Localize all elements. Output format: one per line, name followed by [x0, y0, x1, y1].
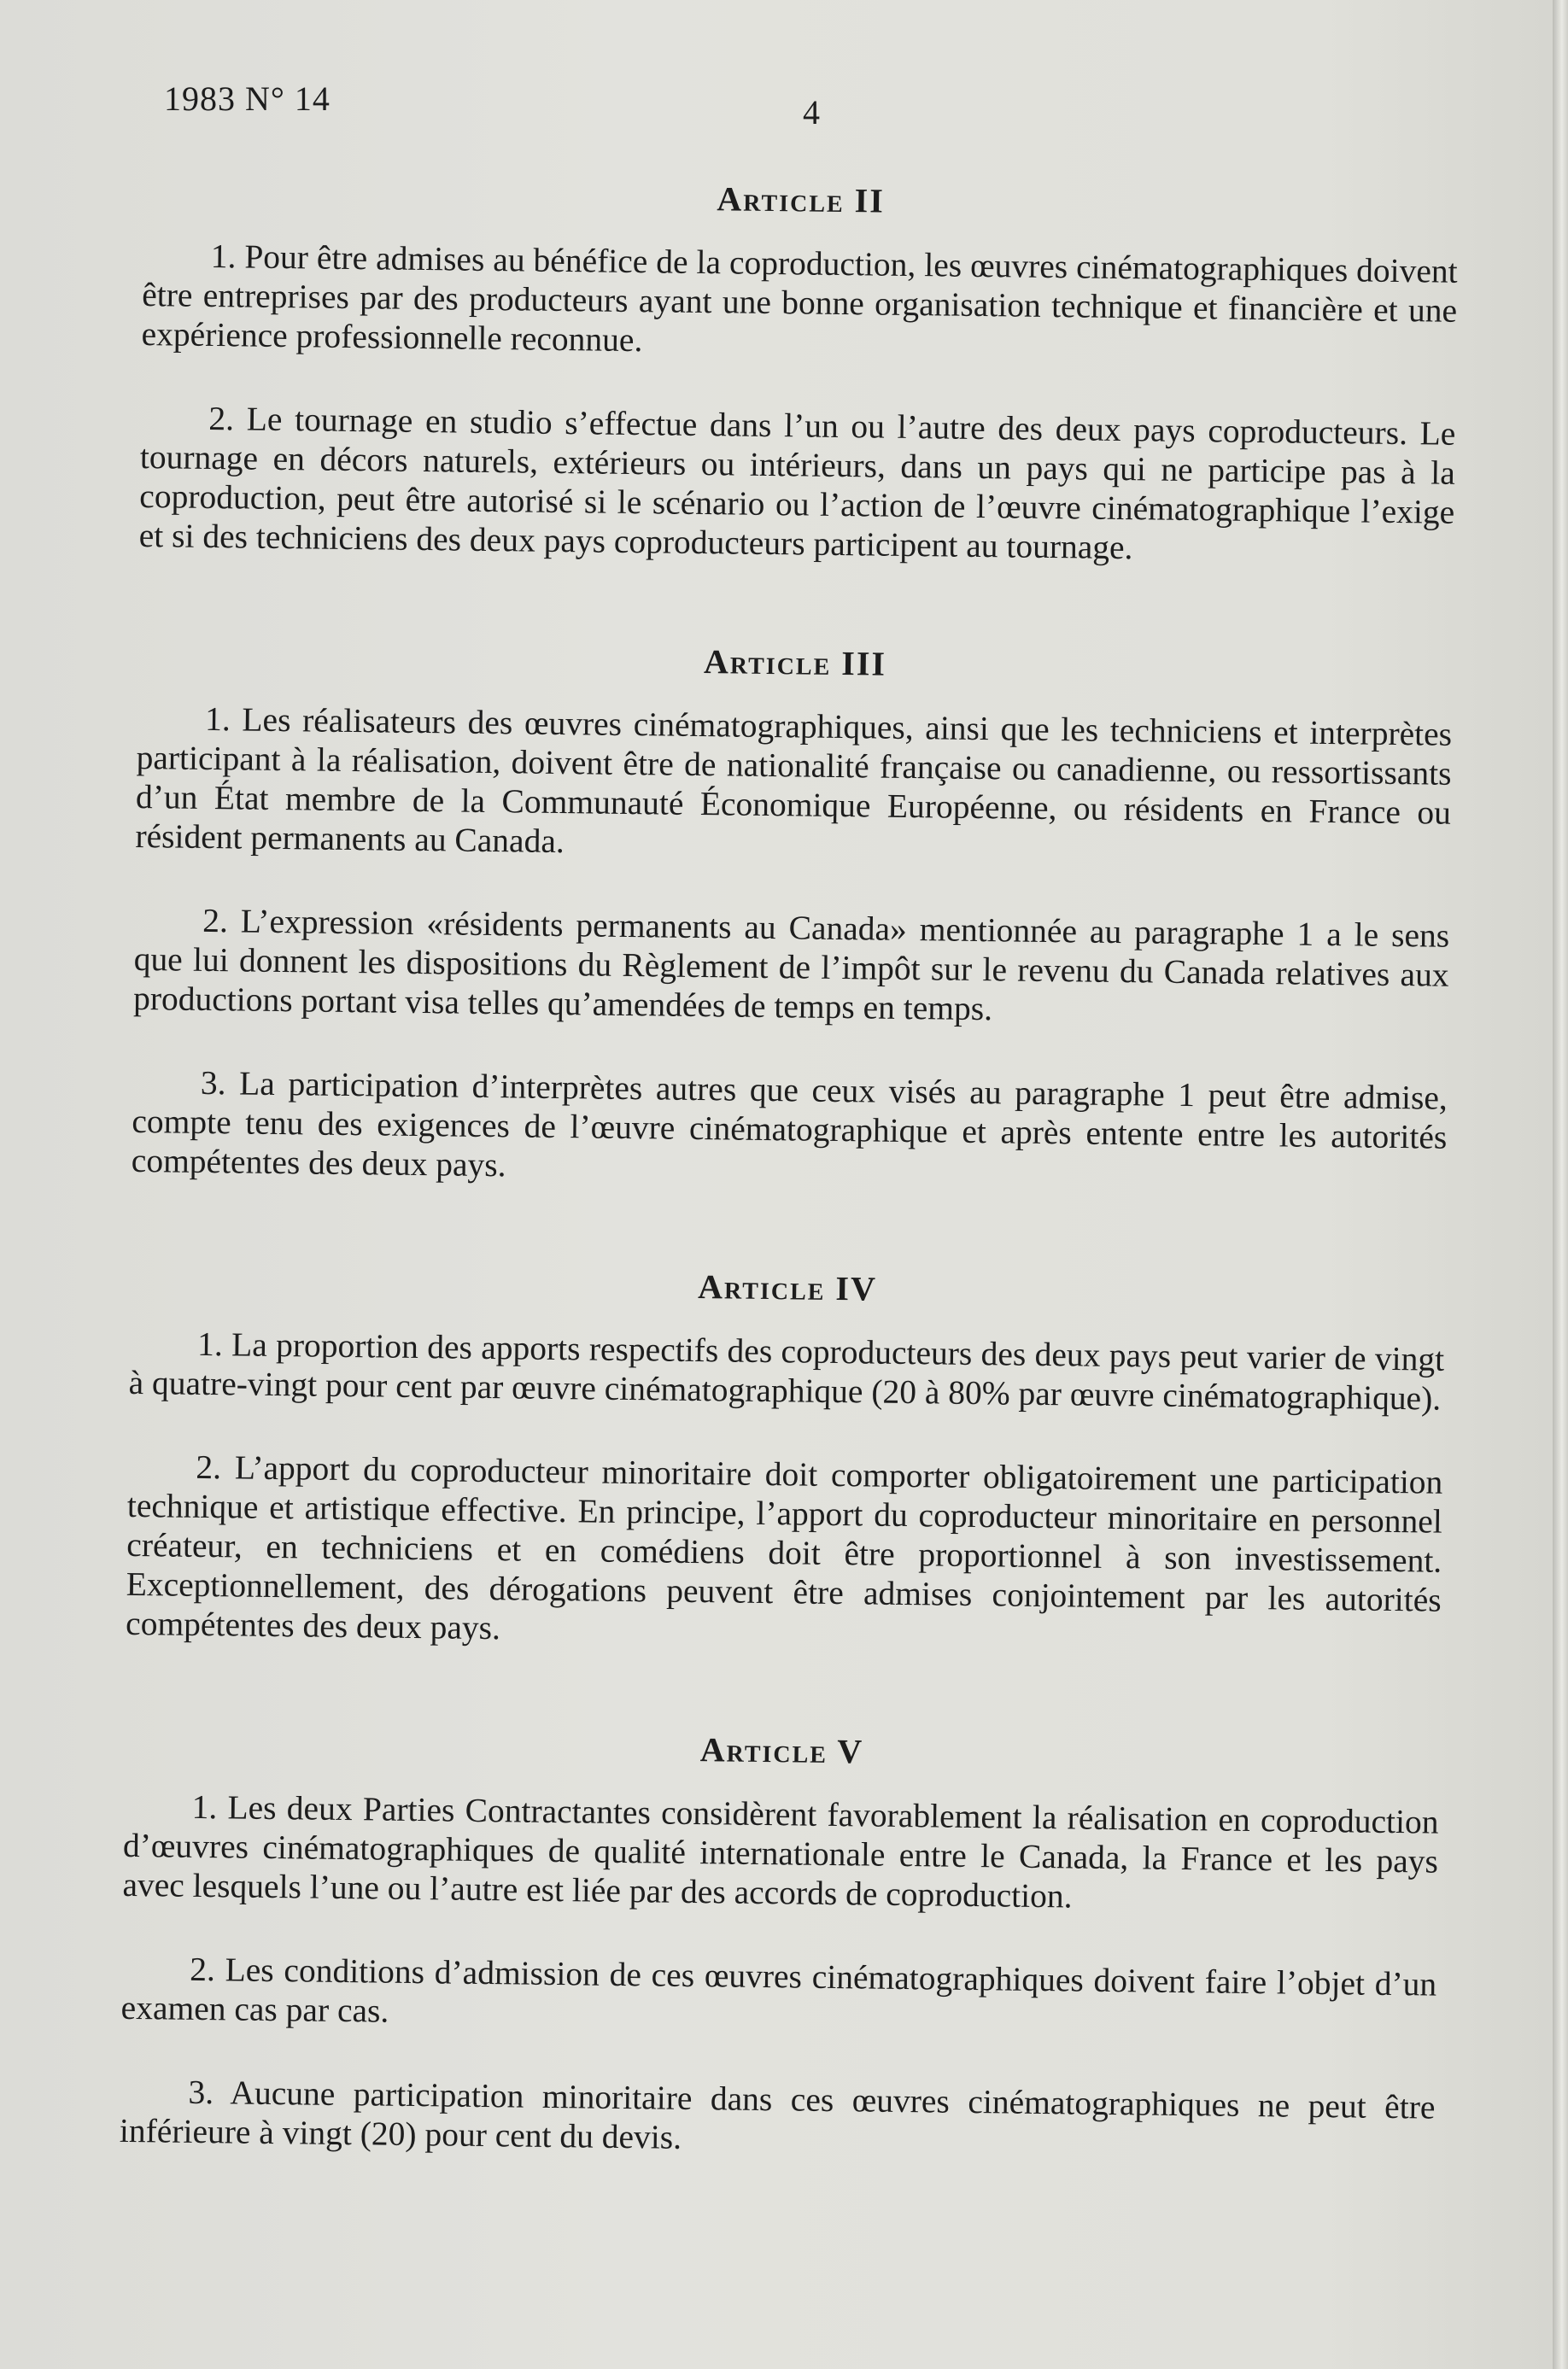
paragraph: 2. Le tournage en studio s’effectue dans l’un ou l’autre des deux pays coproducteurs. Le tournage en décors naturels, extérieurs ou intérieurs, dans un pays qui ne participe pas à la coproduction, peut être autorisé si le scénario ou l’action de l’œuvre cinématographique l’exige et si des techniciens des deux pays coproducteurs participent au tournage.: [138, 399, 1456, 567]
document-body: [119, 171, 1459, 2211]
article-heading: Article II: [717, 179, 886, 220]
paragraph: 2. Les conditions d’admission de ces œuvres cinématographiques doivent faire l’objet d’un examen cas par cas.: [120, 1950, 1437, 2030]
page-edge: [1553, 0, 1568, 2369]
paragraph: 2. L’apport du coproducteur minoritaire doit comporter obligatoirement une participation technique et artistique effective. En principe, l’apport du coproducteur minoritaire en personnel créateur, en techniciens et en comédiens doit être proportionnel à son investissement. Exceptionnellement, des dérogations peuvent être admises conjointement par les autorités compétentes des deux pays.: [125, 1448, 1443, 1647]
paragraph: 2. L’expression «résidents permanents au Canada» mentionnée au paragraphe 1 a le sens que lui donnent les dispositions du Règlement de l’impôt sur le revenu du Canada relatives aux productions portant visa telles qu’amendées de temps en temps.: [132, 901, 1450, 1028]
article-heading: Article III: [703, 642, 887, 683]
article-3: [132, 634, 1454, 1196]
paragraph: 1. Les deux Parties Contractantes considèrent favorablement la réalisation en coproduction d’œuvres cinématographiques de qualité internationale entre le Canada, la France et les pays avec lesquels l’une ou l’autre est liée par des accords de coproduction.: [122, 1787, 1439, 1916]
paragraph: 1. Pour être admises au bénéfice de la coproduction, les œuvres cinématographiques doivent être entreprises par des producteurs ayant une bonne organisation technique et financière et une expérience professionnelle reconnue.: [141, 237, 1458, 360]
article-4: [126, 1259, 1445, 1659]
article-heading: Article IV: [697, 1267, 878, 1308]
paragraph: 1. La proportion des apports respectifs des coproducteurs des deux pays peut varier de vingt à quatre-vingt pour cent par œuvre cinématographique (20 à 80% par œuvre cinématographique).: [128, 1325, 1445, 1418]
paragraph: 1. Les réalisateurs des œuvres cinématographiques, ainsi que les techniciens et interprètes participant à la réalisation, doivent être de nationalité française ou canadienne, ou ressortissants d’un État membre de la Communauté Économique Européenne, ou résidents en France ou résident permanents au Canada.: [135, 699, 1453, 861]
article-2: [139, 171, 1459, 571]
statute-reference: 1983 N° 14: [164, 79, 331, 118]
article-heading: Article V: [699, 1730, 864, 1771]
paragraph: 3. La participation d’interprètes autres que ceux visés au paragraphe 1 peut être admise, compte tenu des exigences de l’œuvre cinématographique et après entente entre les autorités compétentes des deux pays.: [131, 1063, 1448, 1184]
page-number: 4: [803, 93, 820, 132]
paragraph: 3. Aucune participation minoritaire dans ces œuvres cinématographiques ne peut être inférieure à vingt (20) pour cent du devis.: [119, 2073, 1436, 2156]
article-5: [120, 1722, 1440, 2167]
